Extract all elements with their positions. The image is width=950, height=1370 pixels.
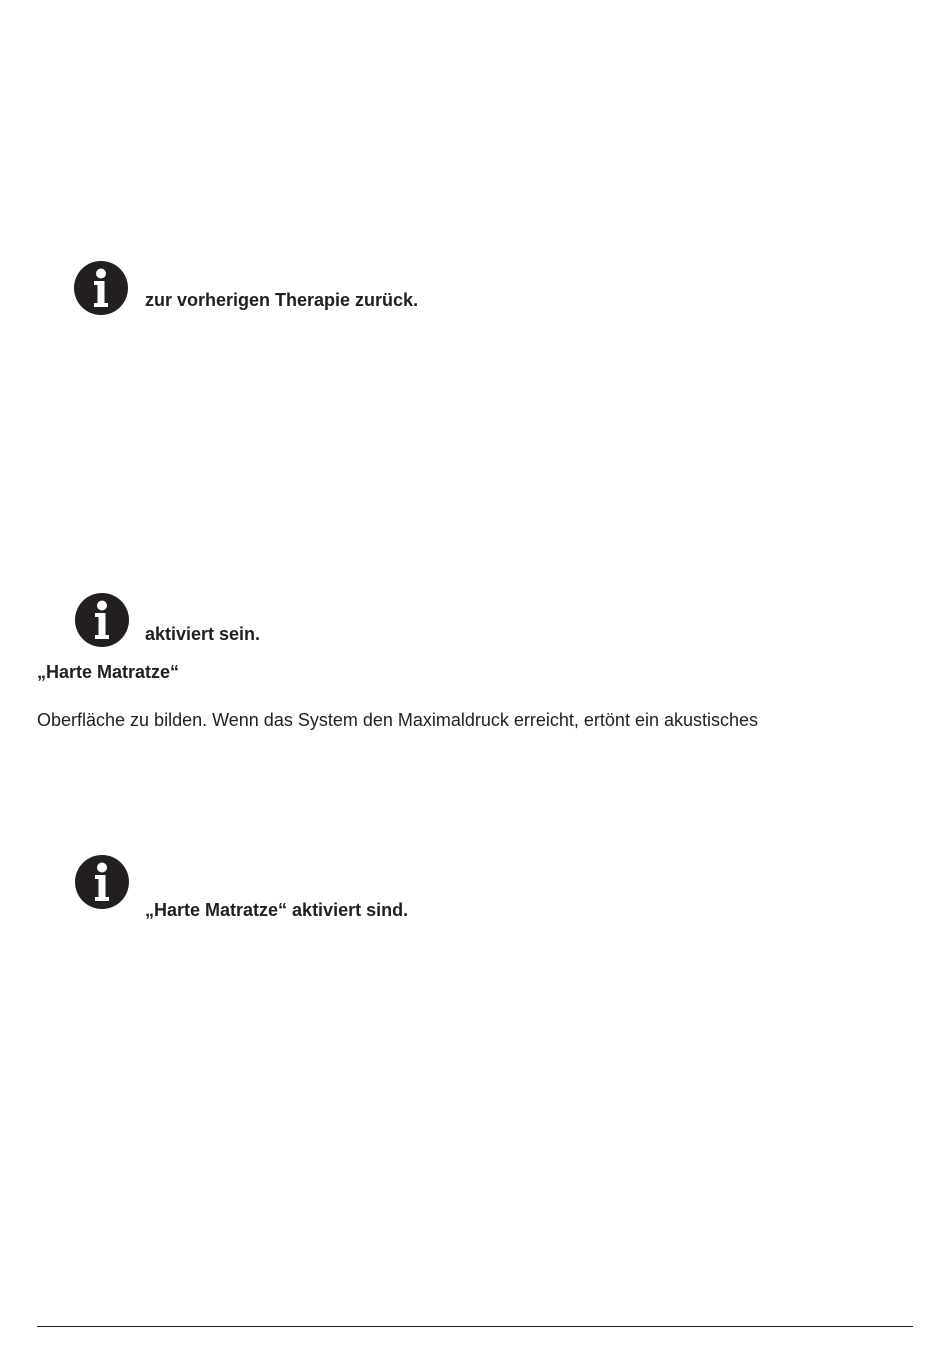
info-icon [73, 260, 129, 316]
note-text-1: zur vorherigen Therapie zurück. [145, 290, 419, 310]
footer-divider [37, 1326, 913, 1327]
info-icon [74, 592, 130, 648]
note-text-3: „Harte Matratze“ aktiviert sind. [145, 900, 409, 920]
info-icon [74, 854, 130, 910]
section-heading: „Harte Matratze“ [37, 662, 180, 682]
note-text-2: aktiviert sein. [145, 624, 261, 644]
section-body-line: Oberfläche zu bilden. Wenn das System den Maximaldruck erreicht, ertönt ein akustisches [37, 710, 759, 730]
